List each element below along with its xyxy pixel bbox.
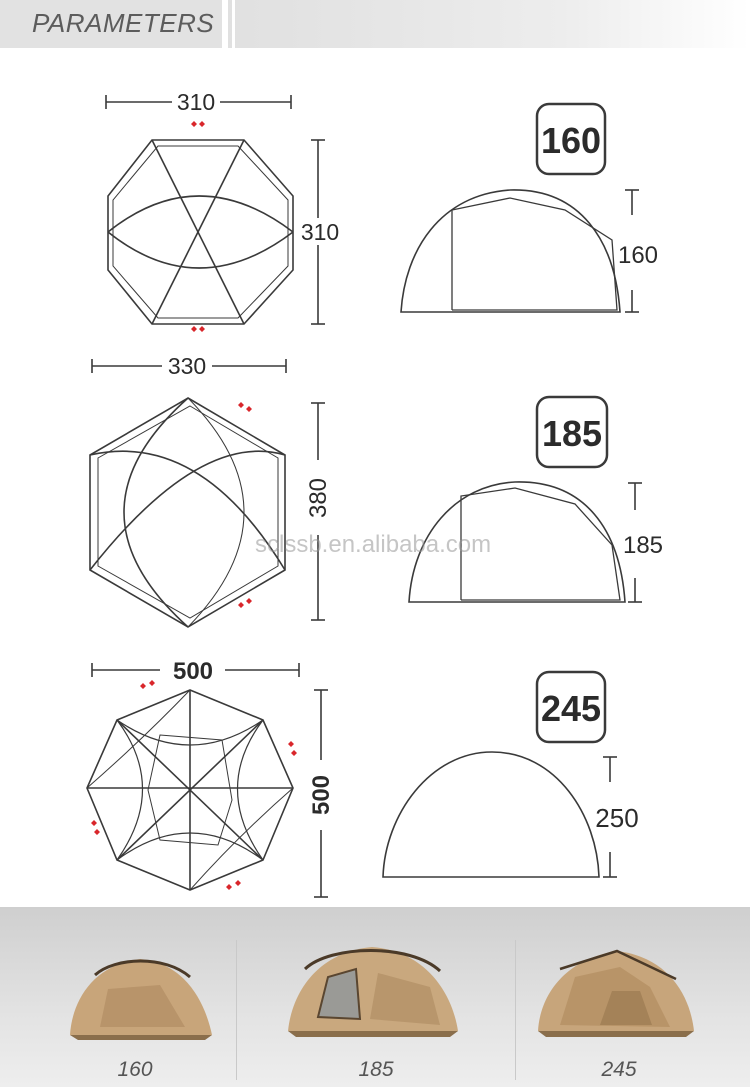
plan-view-185 bbox=[90, 359, 325, 627]
badge-185: 185 bbox=[541, 413, 603, 454]
plan-depth-160: 310 bbox=[300, 219, 340, 245]
plan-width-185: 330 bbox=[167, 353, 207, 379]
plan-width-245: 500 bbox=[172, 658, 214, 685]
side-view-185 bbox=[409, 397, 642, 602]
plan-depth-245: 500 bbox=[308, 774, 335, 816]
plan-view-245 bbox=[87, 663, 328, 897]
tent-photo-245 bbox=[538, 951, 694, 1037]
side-height-250: 250 bbox=[595, 803, 639, 833]
tent-photo-160 bbox=[70, 959, 212, 1040]
page-title: PARAMETERS bbox=[32, 8, 215, 38]
side-view-160 bbox=[401, 104, 639, 312]
badge-245: 245 bbox=[540, 688, 602, 729]
stake-markers bbox=[91, 121, 297, 890]
photo-label-185: 185 bbox=[358, 1058, 394, 1081]
side-height-185: 185 bbox=[622, 532, 664, 559]
side-height-160: 160 bbox=[617, 242, 659, 269]
tent-photos bbox=[0, 907, 750, 1057]
badge-160: 160 bbox=[540, 120, 602, 161]
plan-view-160 bbox=[106, 95, 325, 324]
watermark: sclssb.en.alibaba.com bbox=[255, 531, 492, 558]
plan-depth-185: 380 bbox=[305, 477, 332, 519]
plan-width-160: 310 bbox=[176, 89, 216, 115]
photo-label-160: 160 bbox=[117, 1058, 153, 1081]
tent-photo-185 bbox=[288, 947, 458, 1037]
photo-label-245: 245 bbox=[601, 1058, 637, 1081]
